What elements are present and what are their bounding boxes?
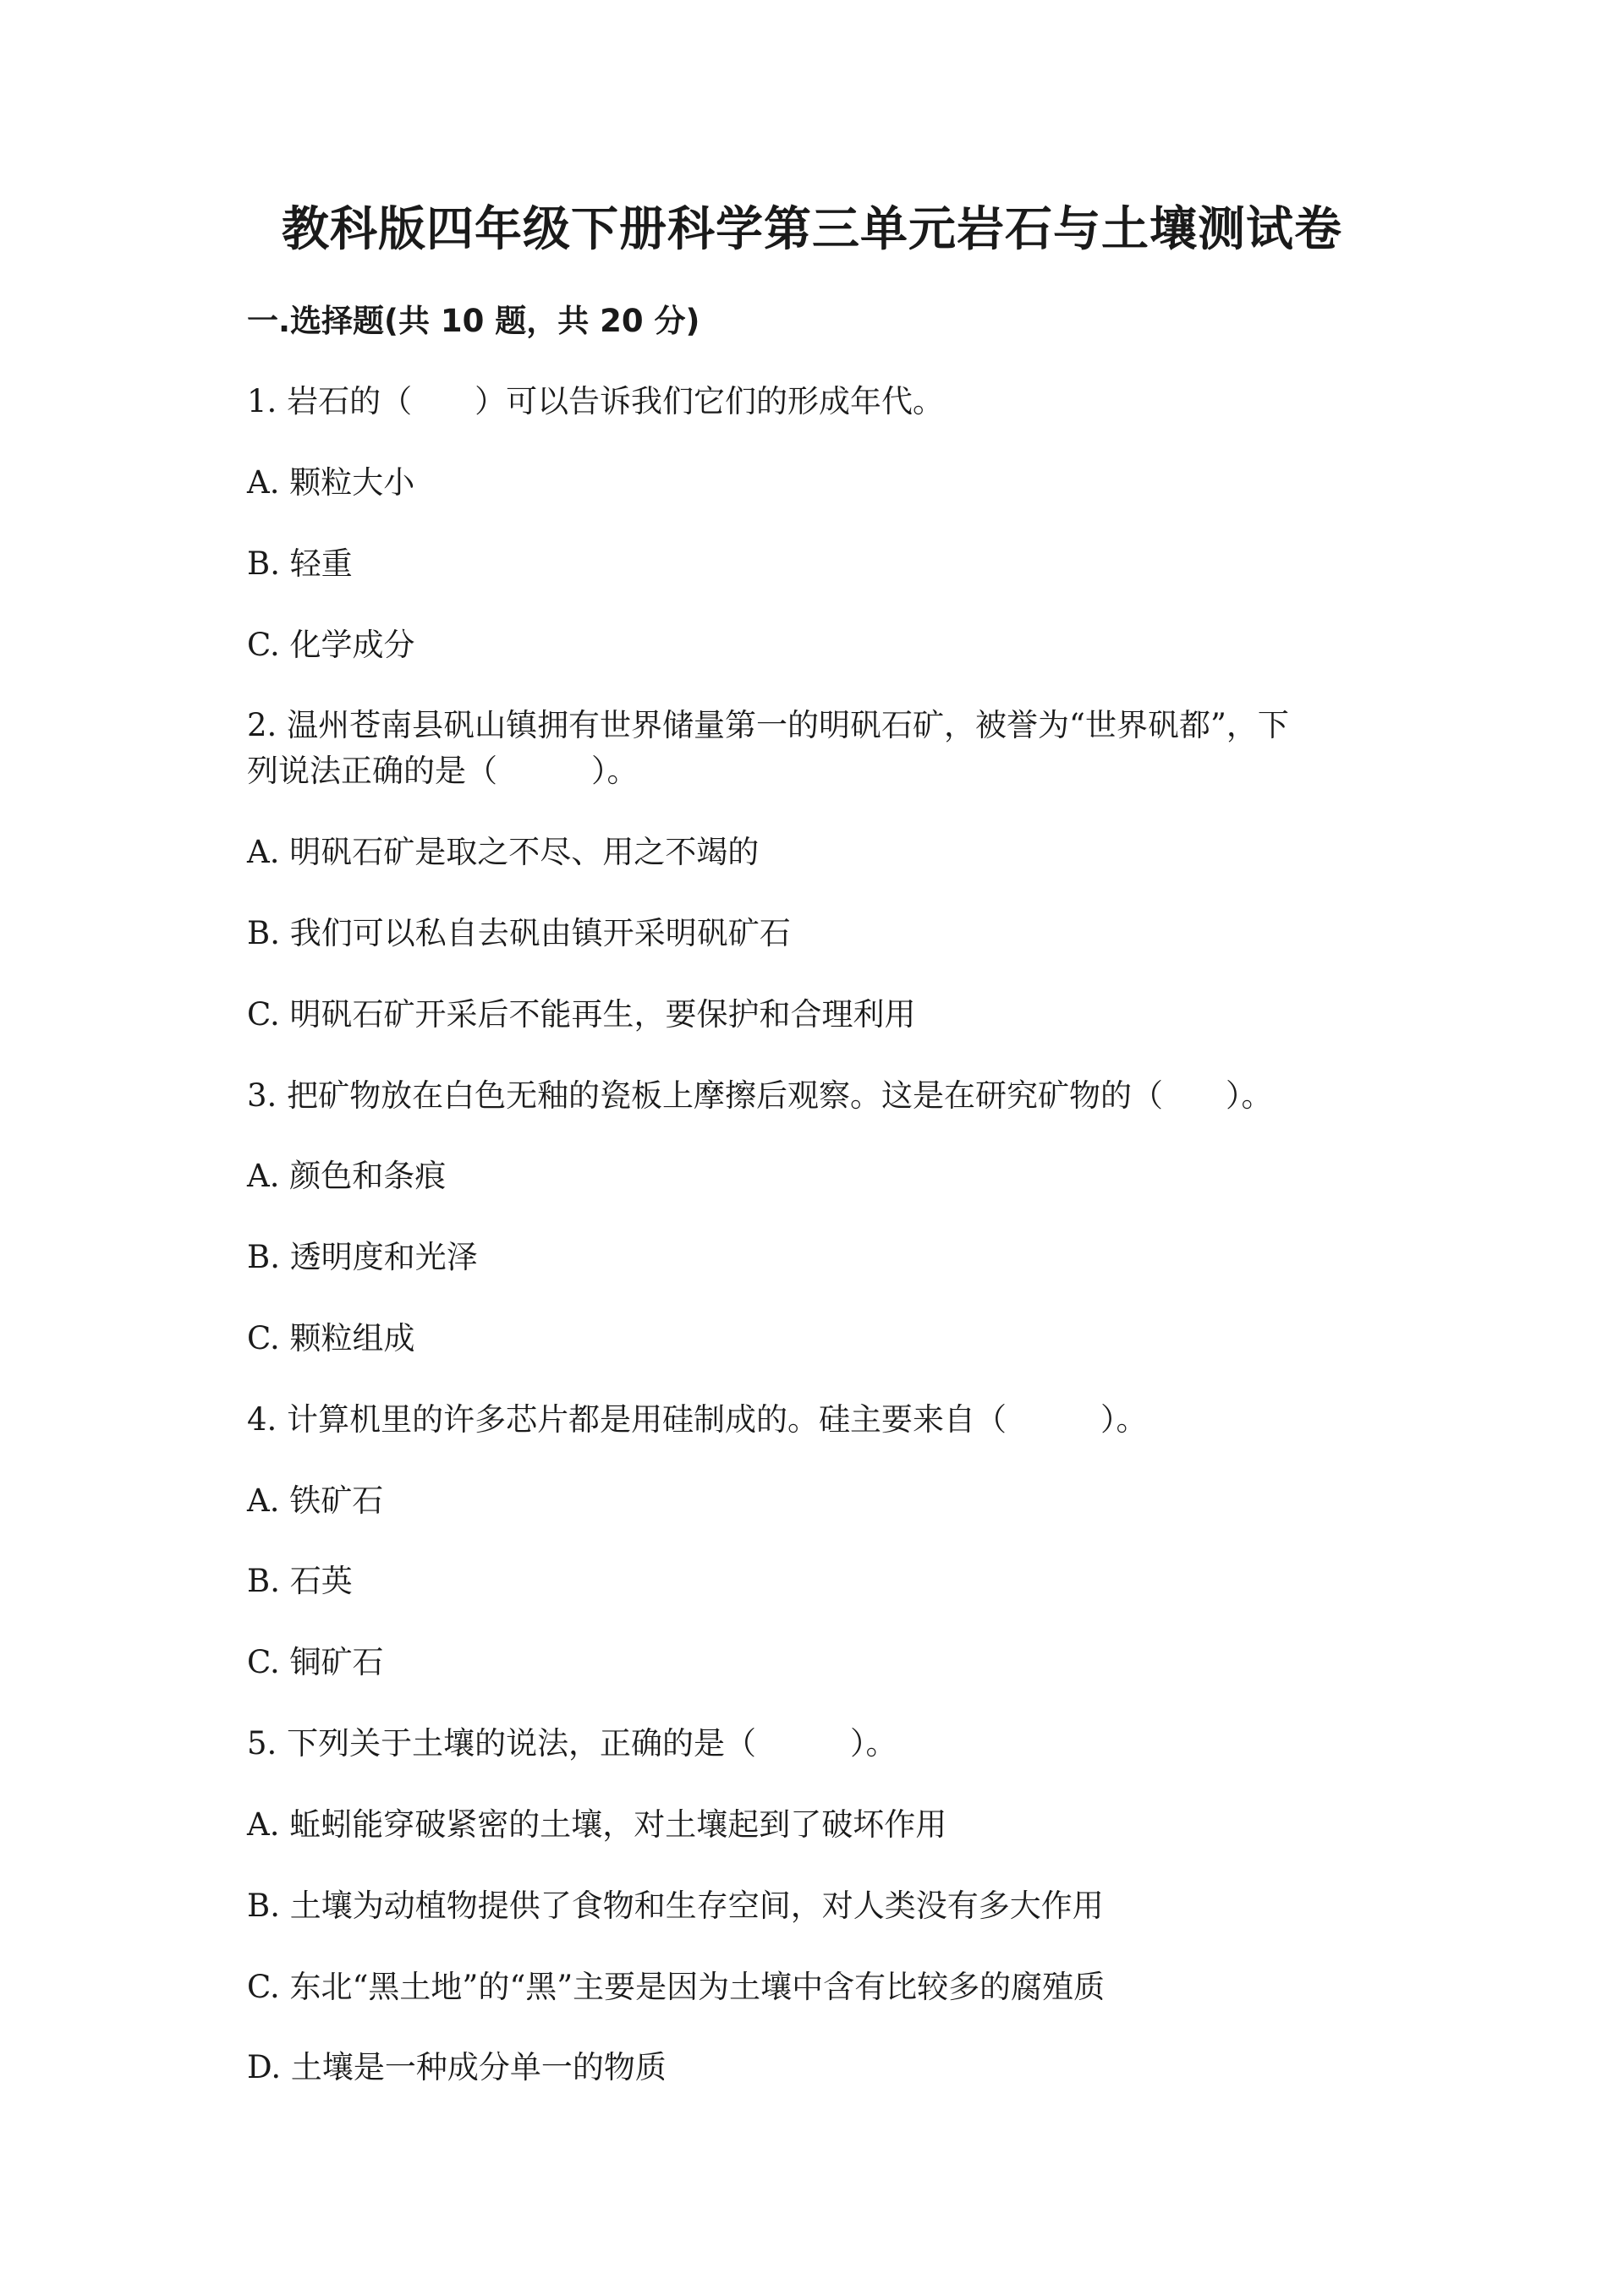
question-1-option-a: A. 颗粒大小 [247, 464, 415, 501]
question-5-stem: 5. 下列关于土壤的说法，正确的是（ ）。 [247, 1725, 897, 1762]
question-3-option-a: A. 颜色和条痕 [247, 1158, 447, 1194]
question-5-option-d: D. 土壤是一种成分单一的物质 [247, 2049, 667, 2085]
question-4-option-c: C. 铜矿石 [247, 1644, 384, 1680]
question-1-stem: 1. 岩石的（ ）可以告诉我们它们的形成年代。 [247, 383, 945, 419]
question-5-option-a: A. 蚯蚓能穿破紧密的土壤，对土壤起到了破坏作用 [247, 1806, 947, 1843]
question-1-option-b: B. 轻重 [247, 545, 353, 582]
question-5-option-b: B. 土壤为动植物提供了食物和生存空间，对人类没有多大作用 [247, 1888, 1104, 1924]
question-3-option-b: B. 透明度和光泽 [247, 1239, 478, 1275]
document-title: 教科版四年级下册科学第三单元岩石与土壤测试卷 [282, 202, 1342, 257]
question-4-stem: 4. 计算机里的许多芯片都是用硅制成的。硅主要来自（ ）。 [247, 1401, 1148, 1438]
question-2-option-b: B. 我们可以私自去矾由镇开采明矾矿石 [247, 915, 791, 951]
question-3-stem: 3. 把矿物放在白色无釉的瓷板上摩擦后观察。这是在研究矿物的（ ）。 [247, 1077, 1273, 1114]
question-2-stem-line-2: 列说法正确的是（ ）。 [247, 753, 639, 789]
question-1-option-c: C. 化学成分 [247, 627, 415, 663]
question-4-option-b: B. 石英 [247, 1563, 353, 1599]
section-title: 一.选择题(共 10 题，共 20 分) [247, 303, 700, 339]
question-2-option-a: A. 明矾石矿是取之不尽、用之不竭的 [247, 834, 760, 870]
question-5-option-c: C. 东北“黑土地”的“黑”主要是因为土壤中含有比较多的腐殖质 [247, 1969, 1106, 2005]
question-4-option-a: A. 铁矿石 [247, 1482, 384, 1519]
question-2-option-c: C. 明矾石矿开采后不能再生，要保护和合理利用 [247, 996, 916, 1033]
question-3-option-c: C. 颗粒组成 [247, 1320, 415, 1356]
question-2-stem-line-1: 2. 温州苍南县矾山镇拥有世界储量第一的明矾石矿，被誉为“世界矾都”，下 [247, 707, 1289, 743]
